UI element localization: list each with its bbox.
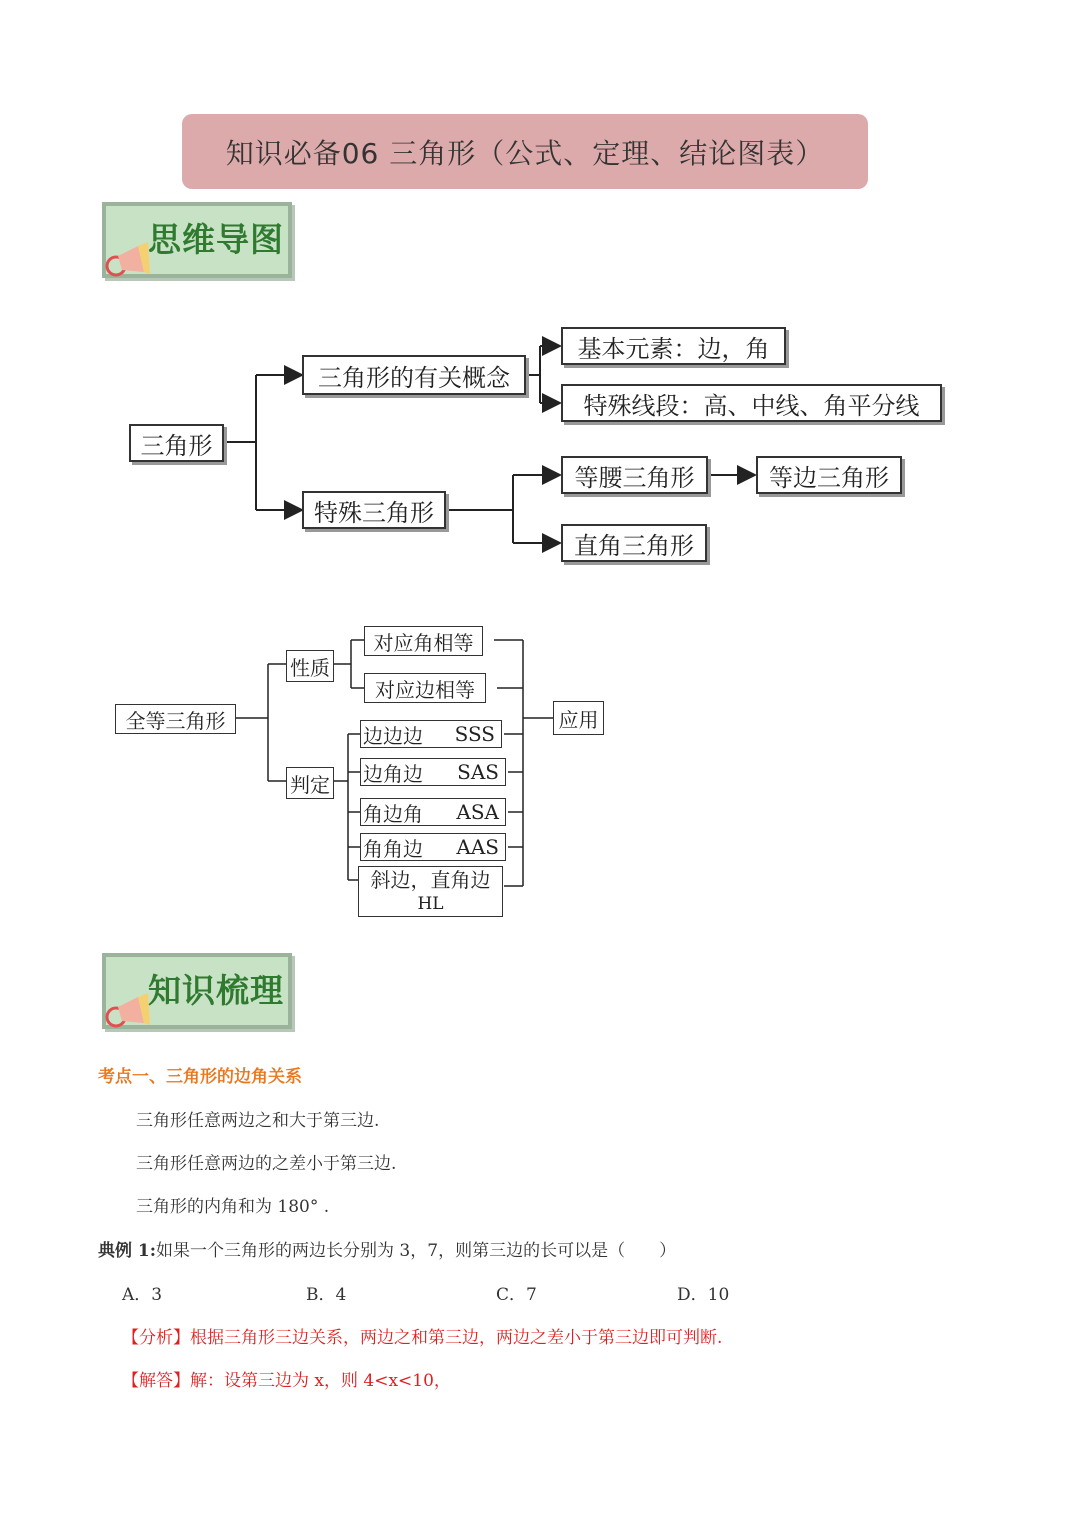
option-b: B．4 (306, 1285, 347, 1305)
node-sas (360, 758, 506, 786)
analysis-line (122, 1323, 722, 1348)
node-corresponding-angles: 对应角相等 (364, 626, 483, 656)
node-isosceles: 等腰三角形 (561, 456, 708, 494)
paragraph-sum-rule: 三角形任意两边之和大于第三边. (136, 1111, 380, 1131)
node-triangle: 三角形 (129, 424, 224, 462)
aas-label: 角角边 (363, 836, 423, 861)
option-a: A．3 (122, 1285, 163, 1305)
megaphone-icon (104, 983, 154, 1033)
analysis-text: 根据三角形三边关系，两边之和第三边，两边之差小于第三边即可判断. (190, 1328, 723, 1348)
paragraph-angle-sum: 三角形的内角和为 180° . (136, 1197, 330, 1217)
sss-label: 边边边 (363, 723, 423, 748)
answer-line (122, 1366, 451, 1391)
section-heading: 考点一、三角形的边角关系 (98, 1067, 302, 1087)
sas-code: SAS (457, 760, 499, 784)
mindmap-badge-label: 思维导图 (148, 220, 284, 259)
node-corresponding-sides: 对应边相等 (364, 673, 486, 703)
paragraph-difference-rule: 三角形任意两边的之差小于第三边. (136, 1154, 397, 1174)
node-application: 应用 (553, 701, 604, 735)
node-special-triangles: 特殊三角形 (302, 491, 446, 529)
example-question-text: 如果一个三角形的两边长分别为 3，7，则第三边的长可以是（ ） (156, 1241, 677, 1261)
node-criteria: 判定 (286, 767, 334, 799)
example-label: 典例 1: (98, 1241, 157, 1261)
asa-label: 角边角 (363, 801, 423, 826)
node-right-triangle: 直角三角形 (561, 524, 707, 562)
node-basic-elements: 基本元素：边，角 (561, 327, 786, 365)
analysis-tag: 【分析】 (122, 1328, 190, 1348)
aas-code: AAS (456, 835, 499, 859)
node-aas (360, 833, 506, 861)
hl-code: HL (417, 893, 444, 914)
example-question (98, 1236, 676, 1261)
node-asa (360, 798, 506, 826)
sas-label: 边角边 (363, 761, 423, 786)
option-d: D．10 (677, 1285, 730, 1305)
answer-text: 解：设第三边为 x，则 4<x<10， (190, 1371, 451, 1391)
option-c: C．7 (496, 1285, 537, 1305)
node-sss (360, 720, 502, 748)
node-properties: 性质 (286, 650, 334, 682)
answer-tag: 【解答】 (122, 1371, 190, 1391)
page-title: 知识必备06 三角形（公式、定理、结论图表） (182, 114, 868, 189)
node-hl (358, 866, 503, 917)
knowledge-badge-label: 知识梳理 (148, 971, 284, 1010)
node-concepts: 三角形的有关概念 (302, 355, 526, 395)
knowledge-badge (102, 953, 292, 1029)
node-congruent-triangles: 全等三角形 (115, 704, 236, 734)
hl-label: 斜边，直角边 (370, 867, 491, 892)
node-special-segments: 特殊线段：高、中线、角平分线 (561, 384, 942, 422)
asa-code: ASA (456, 800, 499, 824)
sss-code: SSS (454, 722, 495, 746)
node-equilateral: 等边三角形 (756, 456, 902, 494)
